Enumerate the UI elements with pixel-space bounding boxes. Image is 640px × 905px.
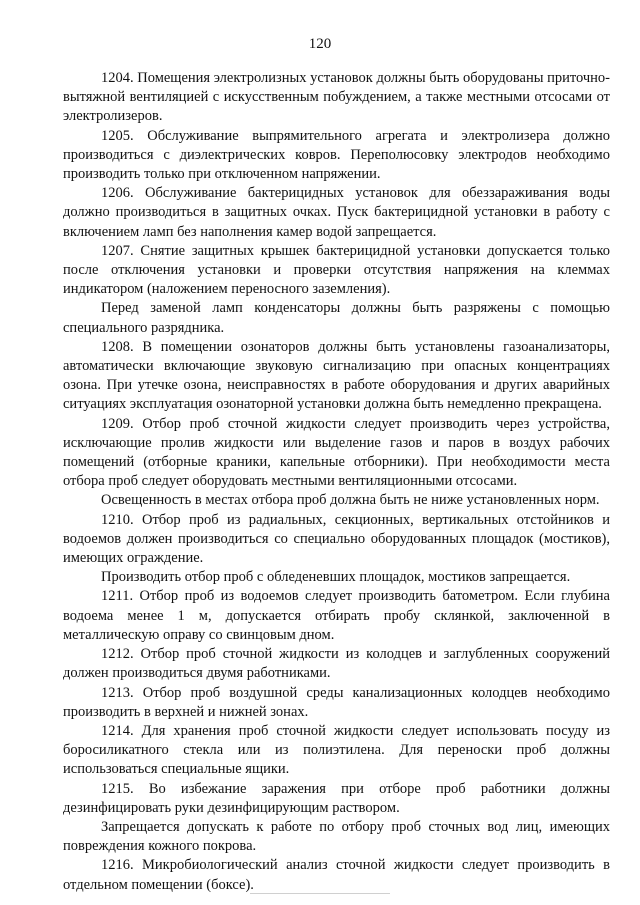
paragraph-1207-continuation: Перед заменой ламп конденсаторы должны быть разряжены с помощью специального разрядника. (63, 300, 610, 336)
paragraph-1213: 1213. Отбор проб воздушной среды канализационных колодцев необходимо производить в верхней и нижней зонах. (63, 684, 610, 720)
paragraph-1206: 1206. Обслуживание бактерицидных установок для обеззараживания воды должно производиться в защитных очках. Пуск бактерицидной установки в работу с включением ламп без наполнения камер водой запрещается. (63, 185, 610, 240)
paragraph-1215: 1215. Во избежание заражения при отборе проб работники должны дезинфицировать руки дезинфицирующим раствором. (63, 780, 610, 816)
paragraph-1216: 1216. Микробиологический анализ сточной жидкости следует производить в отдельном помещении (боксе). (63, 857, 610, 893)
paragraph-1210-continuation: Производить отбор проб с обледеневших площадок, мостиков запрещается. (101, 569, 571, 586)
document-body (63, 69, 610, 895)
paragraph-1205: 1205. Обслуживание выпрямительного агрегата и электролизера должно производиться с диэлектрических ковров. Переполюсовку электродов необходимо производить только при отключенном напряжении. (63, 127, 610, 183)
paragraph-1209: 1209. Отбор проб сточной жидкости следует производить через устройства, исключающие пролив жидкости или выделение газов и паров в воздух рабочих помещений (отборные краники, капельные отборники). При необходимости места отбора проб следует оборудовать местными вентиляционными отсосами. (63, 415, 610, 490)
paragraph-1211: 1211. Отбор проб из водоемов следует производить батометром. Если глубина водоема менее 1 м, допускается отбирать пробу склянкой, заключенной в металлическую оправу со свинцовым дном. (63, 588, 610, 643)
paragraph-1209-continuation: Освещенность в местах отбора проб должна быть не ниже установленных норм. (101, 492, 600, 509)
paragraph-1214: 1214. Для хранения проб сточной жидкости следует использовать посуду из боросиликатного стекла или из полиэтилена. Для переноски проб должны использоваться специальные ящики. (63, 722, 610, 778)
paragraph-1212: 1212. Отбор проб сточной жидкости из колодцев и заглубленных сооружений должен производиться двумя работниками. (63, 646, 610, 682)
paragraph-1204: 1204. Помещения электролизных установок должны быть оборудованы приточно-вытяжной вентиляцией с искусственным побуждением, а также местными отсосами от электролизеров. (63, 70, 610, 125)
scan-artifact-line (250, 893, 390, 894)
paragraph-1215-continuation: Запрещается допускать к работе по отбору проб сточных вод лиц, имеющих повреждения кожного покрова. (63, 818, 610, 855)
page-number: 120 (308, 36, 332, 52)
paragraph-1210: 1210. Отбор проб из радиальных, секционных, вертикальных отстойников и водоемов должен производиться со специально оборудованных площадок (мостиков), имеющих ограждение. (63, 511, 610, 567)
paragraph-1207: 1207. Снятие защитных крышек бактерицидной установки допускается только после отключения установки и проверки отсутствия напряжения на клеммах индикатором (наложением переносного заземления). (63, 242, 610, 298)
paragraph-1208: 1208. В помещении озонаторов должны быть установлены газоанализаторы, автоматически включающие звуковую сигнализацию при опасных концентрациях озона. При утечке озона, неисправностях в работе оборудования и других аварийных ситуациях эксплуатация озонаторной установки должна быть немедленно прекращена. (63, 338, 610, 413)
